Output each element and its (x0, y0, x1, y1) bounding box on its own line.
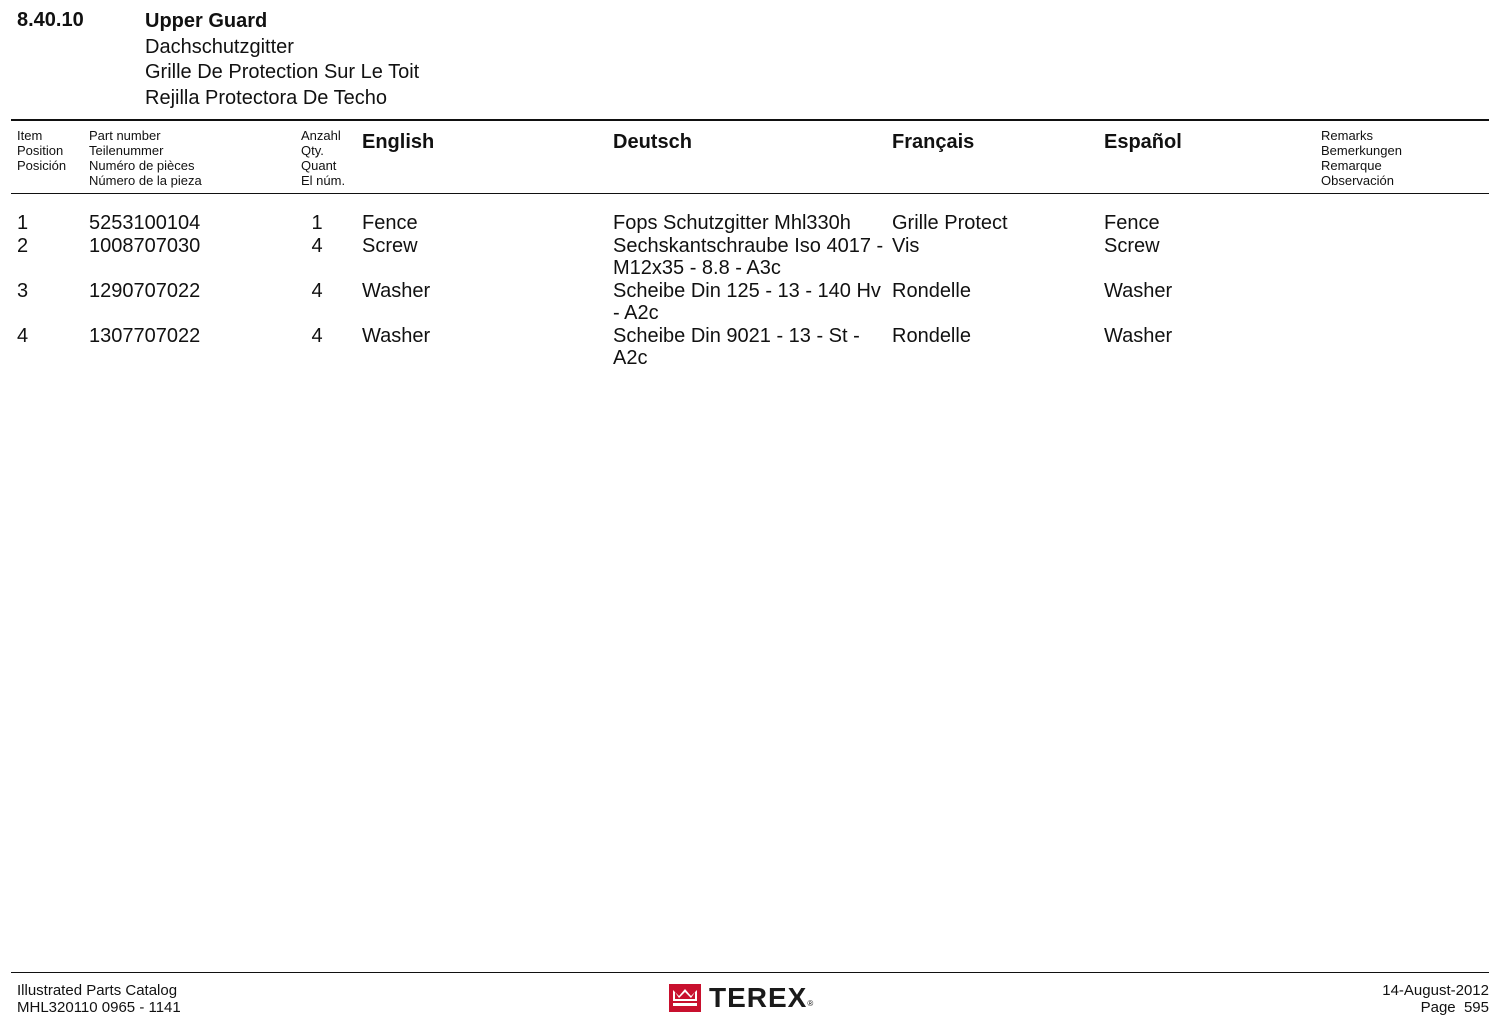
header-remarks (1321, 128, 1402, 188)
header-item-en: Item (17, 128, 43, 143)
section-titles (145, 9, 419, 111)
cell-francais: Rondelle (892, 280, 971, 302)
cell-quantity: 4 (311, 235, 323, 257)
cell-francais: Grille Protect (892, 212, 1008, 234)
header-part-de: Teilenummer (89, 143, 164, 158)
header-qty-en: Qty. (301, 143, 324, 158)
header-item (17, 128, 66, 173)
cell-quantity: 4 (311, 325, 323, 347)
header-qty-es: El núm. (301, 173, 346, 188)
title-french: Grille De Protection Sur Le Toit (145, 61, 420, 83)
header-qty-de: Anzahl (301, 128, 341, 143)
cell-francais: Vis (892, 235, 920, 257)
footer-rule (11, 972, 1489, 973)
header-part-en: Part number (89, 128, 161, 143)
cell-quantity: 1 (311, 212, 323, 234)
cell-item: 4 (17, 325, 29, 347)
cell-english: Washer (362, 325, 431, 347)
footer-date: 14-August-2012 (1382, 982, 1489, 999)
header-qty-fr: Quant (301, 158, 337, 173)
footer-date-page (1382, 983, 1489, 1016)
terex-wordmark: TEREX (709, 982, 808, 1013)
header-deutsch: Deutsch (613, 131, 692, 153)
cell-item: 1 (17, 212, 29, 234)
cell-deutsch: Fops Schutzgitter Mhl330h (613, 212, 851, 234)
header-remarks-de: Bemerkungen (1321, 143, 1402, 158)
cell-english: Fence (362, 212, 418, 234)
footer-catalog-info (17, 983, 181, 1016)
header-top-rule (11, 119, 1489, 121)
cell-part-number: 5253100104 (89, 212, 201, 234)
cell-deutsch: Scheibe Din 9021 - 13 - St - A2c (613, 325, 860, 369)
header-bottom-rule (11, 193, 1489, 194)
header-item-es: Posición (17, 158, 67, 173)
cell-deutsch: Scheibe Din 125 - 13 - 140 Hv - A2c (613, 280, 881, 324)
cell-item: 2 (17, 235, 29, 257)
cell-quantity: 4 (311, 280, 323, 302)
cell-francais: Rondelle (892, 325, 971, 347)
section-number: 8.40.10 (17, 9, 84, 31)
cell-item: 3 (17, 280, 29, 302)
title-english: Upper Guard (145, 10, 268, 32)
cell-espanol: Washer (1104, 280, 1173, 302)
footer-catalog-title: Illustrated Parts Catalog (17, 982, 178, 999)
header-francais: Français (892, 131, 975, 153)
header-part-number (89, 128, 202, 188)
footer-page: Page 595 (1420, 998, 1489, 1016)
cell-part-number: 1307707022 (89, 325, 201, 347)
header-part-es: Número de la pieza (89, 173, 202, 188)
cell-deutsch: Sechskantschraube Iso 4017 - M12x35 - 8.8 - A3c (613, 235, 884, 279)
header-item-de: Position (17, 143, 64, 158)
terex-crown-icon (669, 984, 701, 1012)
header-espanol: Español (1104, 131, 1182, 153)
cell-espanol: Screw (1104, 235, 1160, 257)
footer-model: MHL320110 0965 - 1141 (17, 998, 181, 1016)
registered-mark: ® (807, 999, 814, 1008)
header-remarks-fr: Remarque (1321, 158, 1382, 173)
cell-espanol: Washer (1104, 325, 1173, 347)
cell-part-number: 1290707022 (89, 280, 201, 302)
cell-english: Washer (362, 280, 431, 302)
title-spanish: Rejilla Protectora De Techo (145, 86, 387, 109)
cell-english: Screw (362, 235, 418, 257)
header-quantity (301, 128, 345, 188)
title-german: Dachschutzgitter (145, 35, 294, 58)
header-english: English (362, 131, 435, 153)
header-remarks-es: Observación (1321, 173, 1394, 188)
terex-logo (669, 984, 813, 1012)
cell-espanol: Fence (1104, 212, 1160, 234)
header-remarks-en: Remarks (1321, 128, 1374, 143)
header-part-fr: Numéro de pièces (89, 158, 195, 173)
cell-part-number: 1008707030 (89, 235, 201, 257)
